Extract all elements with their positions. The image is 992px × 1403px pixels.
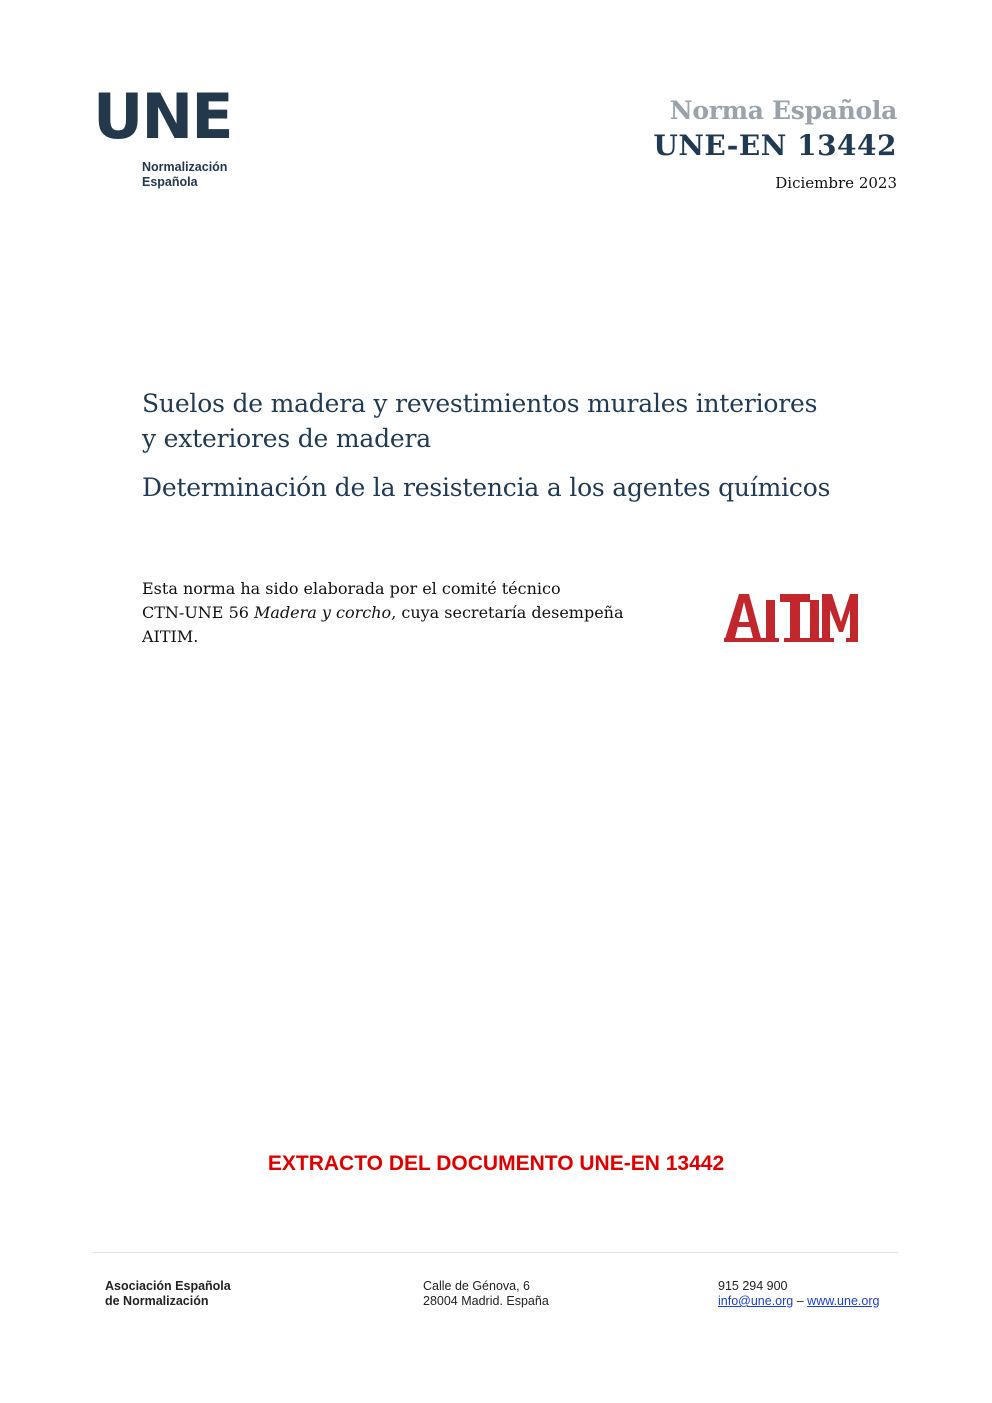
extract-notice: EXTRACTO DEL DOCUMENTO UNE-EN 13442 [267, 1152, 725, 1175]
committee-code: CTN-UNE 56 [142, 603, 255, 622]
email-link[interactable]: info@une.org [718, 1294, 794, 1308]
committee-statement [142, 577, 662, 649]
footer-links [718, 1294, 879, 1309]
footer-org-line2: de Normalización [105, 1294, 209, 1308]
title-line2: y exteriores de madera [142, 424, 431, 453]
footer-org-line1: Asociación Española [105, 1279, 231, 1293]
standard-code: UNE-EN 13442 [653, 129, 897, 162]
committee-line2 [142, 601, 662, 625]
publication-date: Diciembre 2023 [775, 174, 897, 192]
une-logo-org-line2: Española [142, 175, 198, 189]
committee-line1: Esta norma ha sido elaborada por el comité técnico [142, 579, 561, 598]
aitim-logo [724, 594, 858, 648]
norma-label: Norma Española [669, 96, 897, 125]
une-logo-org-line1: Normalización [142, 160, 228, 174]
footer-address [423, 1279, 549, 1309]
footer-address-line1: Calle de Génova, 6 [423, 1279, 531, 1293]
title-subtitle: Determinación de la resistencia a los agentes químicos [142, 473, 831, 502]
une-logo-subtitle [142, 160, 233, 190]
title-line1: Suelos de madera y revestimientos murales interiores [142, 389, 818, 418]
footer-address-line2: 28004 Madrid. España [423, 1294, 549, 1308]
footer-organization [105, 1279, 231, 1309]
footer-link-separator: – [796, 1294, 804, 1308]
une-logo-letters: UNE [93, 80, 232, 153]
committee-line3: AITIM. [142, 627, 199, 646]
aitim-logo-graphic [724, 594, 858, 644]
website-link[interactable]: www.une.org [807, 1294, 880, 1308]
title-main [142, 386, 862, 456]
footer-contact [718, 1279, 879, 1309]
footer-phone: 915 294 900 [718, 1279, 788, 1293]
committee-secretariat: , cuya secretaría desempeña [391, 603, 624, 622]
standard-header [653, 96, 897, 192]
footer-divider [93, 1252, 898, 1253]
document-title [142, 386, 862, 505]
une-logo [93, 80, 233, 190]
une-logo-mark [93, 80, 233, 153]
committee-name: Madera y corcho [254, 603, 392, 622]
